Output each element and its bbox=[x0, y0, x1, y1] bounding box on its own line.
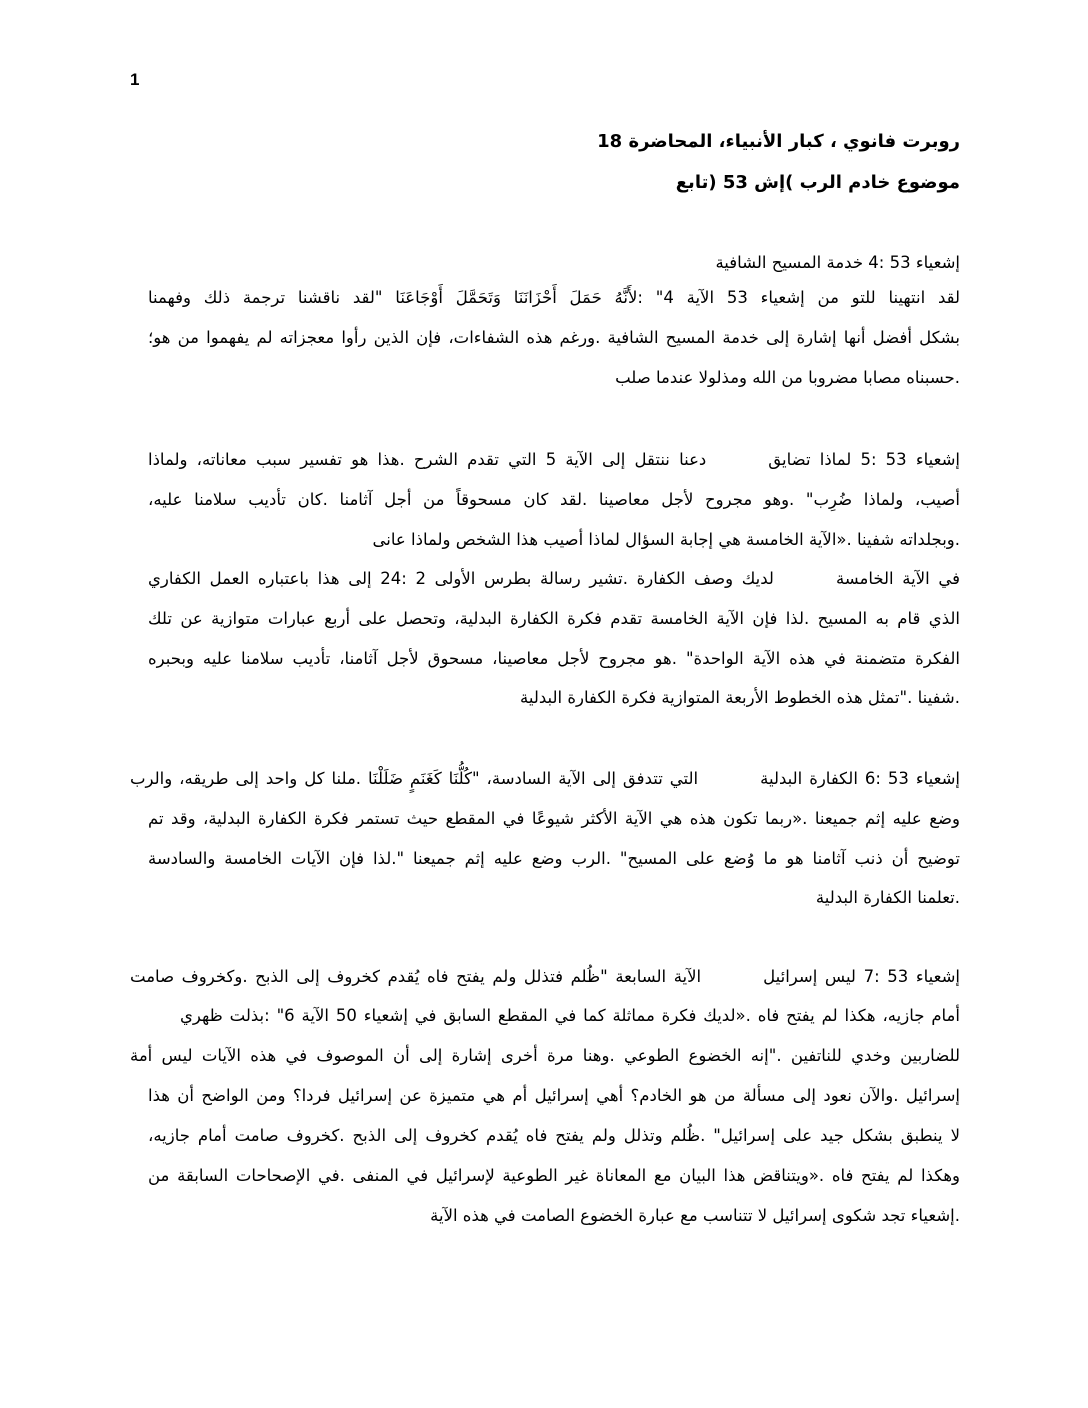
section-heading: إشعياء 53 :6 الكفارة البدلية bbox=[760, 769, 961, 788]
section-heading-line bbox=[148, 571, 960, 588]
paragraph-line: .تعلمنا الكفارة البدلية bbox=[815, 888, 960, 907]
heading-continuation: التي تتدفق إلى الآية السادسة، "كُلُّنَا كَغَنَمٍ ضَلَلْنَا .ملنا كل واحد إلى طريقه، والرب bbox=[130, 769, 699, 788]
paragraph-line: الذي قام به المسيح .لذا فإن الآية الخامسة تقدم فكرة الكفارة البدلية، وتحصل على أربع عبارات متوازية عن تلك bbox=[148, 609, 960, 628]
paragraph-line: لا ينطبق بشكل جيد على إسرائيل" .ظُلم وتذلل ولم يفتح فاه يُقدم كخروف إلى الذبح .كخروف صامت أمام جازيه، bbox=[148, 1126, 960, 1145]
section-heading-line bbox=[148, 452, 960, 469]
paragraph-line: إسرائيل .والآن نعود إلى مسألة من هو الخادم؟ أهي إسرائيل أم هي متميزة عن إسرائيل فردا؟ ومن الواضح أن هذا bbox=[148, 1086, 960, 1105]
paragraph-line: .إشعياء تجد شكوى إسرائيل لا تتناسب مع عبارة الخضوع الصامت في هذه الآية bbox=[430, 1206, 960, 1225]
section-heading-line bbox=[130, 969, 960, 986]
section-heading: في الآية الخامسة bbox=[835, 569, 961, 588]
heading-continuation: الآية السابعة "ظُلم فتذلل ولم يفتح فاه يُقدم كخروف إلى الذبح .وكخروف صامت bbox=[130, 967, 702, 986]
paragraph-line: وهكذا لم يفتح فاه .«ويتناقض هذا البيان مع المعاناة غير الطوعية لإسرائيل في المنفى .في الإصحاحات السابقة من bbox=[148, 1166, 960, 1185]
document-subtitle: موضوع خادم الرب )إش 53 (تابع bbox=[675, 172, 960, 193]
paragraph-line: .شفينا ."تمثل هذه الخطوط الأربعة المتوازية فكرة الكفارة البدلية bbox=[520, 688, 960, 707]
paragraph-line: وضع عليه إثم جميعنا .«ربما تكون هذه هي الآية الأكثر شيوعًا في المقطع حيث تستمر فكرة الكفارة البدلية، وقد تم bbox=[148, 809, 960, 828]
paragraph-line: الفكرة متضمنة في هذه الآية الواحدة" .هو مجروح لأجل معاصينا، مسحوق لأجل آثامنا، تأديب سلامنا عليه وبحبره bbox=[148, 649, 960, 668]
paragraph-line: .وبجلداته شفينا .«الآية الخامسة هي إجابة السؤال لماذا أصيب هذا الشخص ولماذا عانى bbox=[372, 530, 960, 549]
paragraph-line: .حسبناه مصابا مضروبا من الله ومذلولا عندما صلب bbox=[615, 368, 960, 387]
paragraph-line: لقد انتهينا للتو من إشعياء 53 الآية 4" :لأَنَّهُ حَمَلَ أَحْزَانَنَا وَتَحَمَّلَ أَوْجَاعَنَا "لقد ناقشنا ترجمة ذلك وفهمنا bbox=[148, 288, 960, 307]
section-heading: إشعياء 53 :5 لماذا تضايق bbox=[768, 450, 960, 469]
section-heading: إشعياء 53 :4 خدمة المسيح الشافية bbox=[715, 253, 960, 272]
paragraph-line: أمام جازيه، هكذا لم يفتح فاه .«لديك فكرة مماثلة كما في المقطع السابق في إشعياء 50 الآية 6" :بذلت ظهري bbox=[180, 1006, 960, 1025]
document-title: روبرت فانوي ، كبار الأنبياء، المحاضرة 18 bbox=[597, 131, 960, 152]
section-heading: إشعياء 53 :7 ليس إسرائيل bbox=[763, 967, 960, 986]
page-number: 1 bbox=[130, 70, 140, 89]
paragraph-line: للضاربين وخدي للناتفين ."إنه الخضوع الطوعي .وهنا مرة أخرى إشارة إلى أن الموصوف في هذه الآيات ليس أمة bbox=[130, 1046, 960, 1065]
paragraph-line: بشكل أفضل أنها إشارة إلى خدمة المسيح الشافية .ورغم هذه الشفاءات، فإن الذين رأوا معجزاته لم يفهموا من هو؛ bbox=[148, 328, 960, 347]
paragraph-line: توضيح أن ذنب آثامنا هو ما وُضع على المسيح" .الرب وضع عليه إثم جميعنا ".لذا فإن الآيات الخامسة والسادسة bbox=[148, 849, 960, 868]
heading-continuation: دعنا ننتقل إلى الآية 5 التي تقدم الشرح .هذا هو تفسير سبب معاناته، ولماذا bbox=[148, 450, 707, 469]
heading-continuation: لديك وصف الكفارة .تشير رسالة بطرس الأولى 2 :24 إلى هذا باعتباره العمل الكفاري bbox=[148, 569, 774, 588]
paragraph-line: أصيب، ولماذا ضُرِب" .وهو مجروح لأجل معاصينا .لقد كان مسحوقاً من أجل آثامنا .كان تأديب سلامنا عليه، bbox=[148, 490, 960, 509]
section-heading-line bbox=[130, 771, 960, 788]
